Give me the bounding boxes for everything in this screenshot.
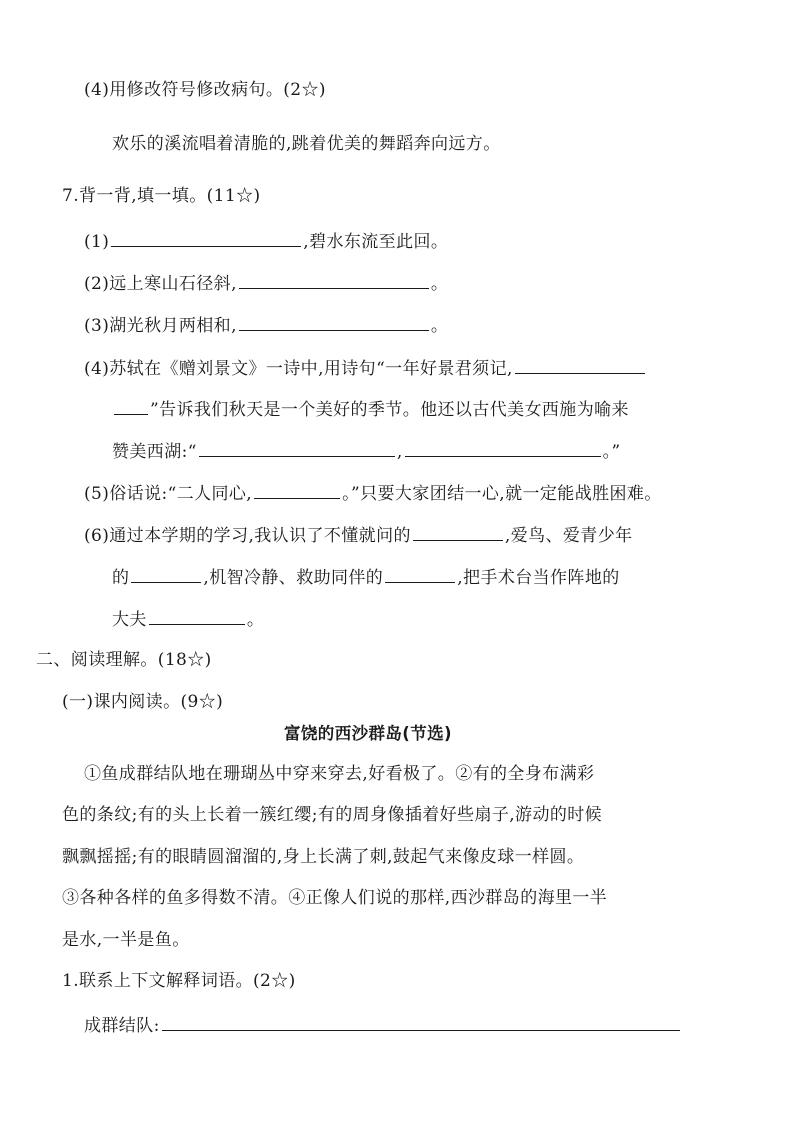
q7-item-5-prefix: (5)俗话说:“二人同心, xyxy=(84,484,253,504)
passage-line: ①鱼成群结队地在珊瑚丛中穿来穿去,好看极了。②有的全身布满彩 xyxy=(84,764,595,784)
question-6-4-label: (4)用修改符号修改病句。(2☆) xyxy=(84,80,326,100)
answer-blank[interactable] xyxy=(149,606,245,625)
passage-line: 色的条纹;有的头上长着一簇红缨;有的周身像插着好些扇子,游动的时候 xyxy=(62,805,603,825)
q7-item-4-line-2 xyxy=(112,396,629,422)
passage-line: ③各种各样的鱼多得数不清。④正像人们说的那样,西沙群岛的海里一半 xyxy=(62,888,608,908)
answer-blank[interactable] xyxy=(405,438,601,457)
q7-item-1 xyxy=(84,228,448,254)
q7-item-5 xyxy=(84,480,662,506)
passage-line: 是水,一半是鱼。 xyxy=(62,930,190,950)
answer-blank[interactable] xyxy=(239,312,429,331)
q7-item-2-prefix: (2)远上寒山石径斜, xyxy=(84,274,237,294)
q7-item-4-text: 。” xyxy=(602,442,621,462)
answer-blank[interactable] xyxy=(413,522,503,541)
q7-item-6-text: ,机智冷静、救助同伴的 xyxy=(203,568,384,588)
reading-question-1-answer xyxy=(84,1012,682,1038)
q7-item-6-line-2 xyxy=(112,564,620,590)
q7-item-6-text: ,把手术台当作阵地的 xyxy=(457,568,620,588)
answer-blank[interactable] xyxy=(199,438,395,457)
answer-blank[interactable] xyxy=(162,1012,680,1031)
passage-line: 飘飘摇摇;有的眼睛圆溜溜的,身上长满了刺,鼓起气来像皮球一样圆。 xyxy=(62,847,585,867)
q7-item-6-text: (6)通过本学期的学习,我认识了不懂就问的 xyxy=(84,526,411,546)
section-2-title: 二、阅读理解。(18☆) xyxy=(36,650,212,670)
answer-blank[interactable] xyxy=(131,564,201,583)
question-7-title: 7.背一背,填一填。(11☆) xyxy=(62,186,261,206)
answer-blank[interactable] xyxy=(515,355,645,374)
answer-blank[interactable] xyxy=(114,396,148,415)
q7-item-2 xyxy=(84,270,448,296)
q7-item-6-text: 大夫 xyxy=(112,610,147,630)
answer-blank[interactable] xyxy=(239,270,429,289)
q7-item-4-text: (4)苏轼在《赠刘景文》一诗中,用诗句“一年好景君须记, xyxy=(84,359,513,379)
q7-item-6-text: ,爱鸟、爱青少年 xyxy=(504,526,633,546)
q7-item-1-suffix: ,碧水东流至此回。 xyxy=(303,232,449,252)
q7-item-6-text: 。 xyxy=(246,610,265,630)
q7-item-1-prefix: (1) xyxy=(84,232,110,252)
answer-blank[interactable] xyxy=(385,564,455,583)
q7-item-3 xyxy=(84,312,448,338)
q7-item-6-line-3 xyxy=(112,606,264,632)
reading-question-1: 1.联系上下文解释词语。(2☆) xyxy=(62,971,296,991)
q7-item-4-line-3 xyxy=(112,438,621,464)
q7-item-5-suffix: 。”只要大家团结一心,就一定能战胜困难。 xyxy=(342,484,662,504)
answer-blank[interactable] xyxy=(254,480,340,499)
q7-item-2-suffix: 。 xyxy=(430,274,449,294)
q7-item-6-line-1 xyxy=(84,522,633,548)
q7-item-3-prefix: (3)湖光秋月两相和, xyxy=(84,316,237,336)
q7-item-4-line-1 xyxy=(84,355,647,381)
q7-item-4-text: 赞美西湖:“ xyxy=(112,442,197,462)
sick-sentence: 欢乐的溪流唱着清脆的,跳着优美的舞蹈奔向远方。 xyxy=(112,134,501,154)
passage-title: 富饶的西沙群岛(节选) xyxy=(284,724,452,743)
answer-blank[interactable] xyxy=(111,228,301,247)
q7-item-3-suffix: 。 xyxy=(430,316,449,336)
q7-item-4-text: ”告诉我们秋天是一个美好的季节。他还以古代美女西施为喻来 xyxy=(150,400,629,420)
term-label: 成群结队: xyxy=(84,1016,160,1036)
q7-item-6-text: 的 xyxy=(112,568,130,588)
section-2-part-1-title: (一)课内阅读。(9☆) xyxy=(62,692,224,712)
q7-item-4-text: , xyxy=(396,442,403,462)
